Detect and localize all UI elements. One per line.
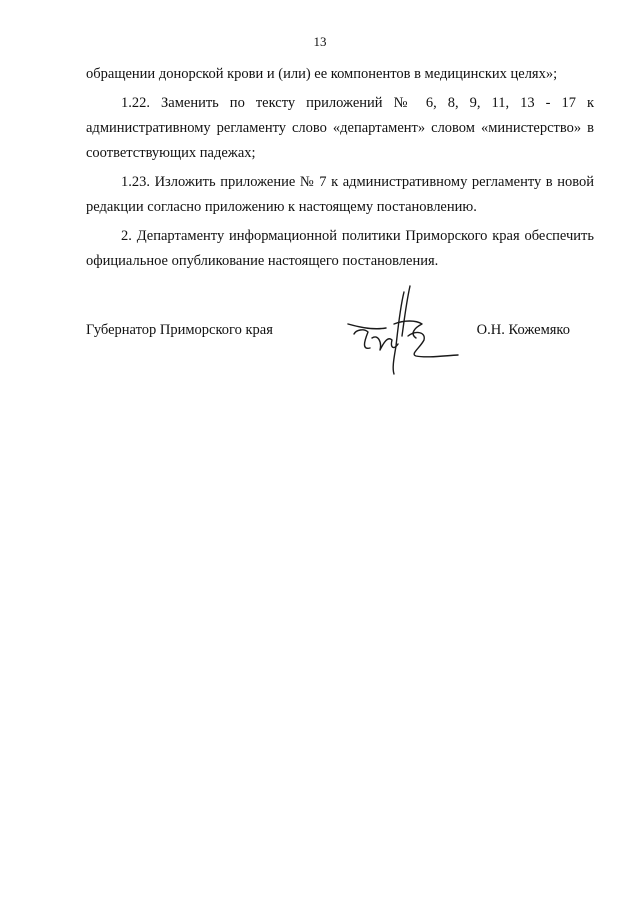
page-number: 13 bbox=[313, 34, 327, 49]
paragraph-2: 2. Департаменту информационной политики Приморского края обеспечить официальное опубликование настоящего постановления. bbox=[86, 228, 594, 269]
signer-name: О.Н. Кожемяко bbox=[476, 322, 570, 338]
paragraph-1-22: 1.22. Заменить по тексту приложений № 6, 8, 9, 11, 13 - 17 к административному регламенту слово «департамент» словом «министерство» в соответствующих падежах; bbox=[86, 95, 594, 161]
signature-block bbox=[86, 318, 594, 398]
paragraph-continuation: обращении донорской крови и (или) ее компонентов в медицинских целях»; bbox=[86, 66, 558, 82]
paragraph-1-23: 1.23. Изложить приложение № 7 к административному регламенту в новой редакции согласно приложению к настоящему постановлению. bbox=[86, 174, 594, 215]
signer-title: Губернатор Приморского края bbox=[86, 322, 273, 338]
handwritten-signature bbox=[344, 284, 462, 376]
document-body bbox=[86, 62, 594, 278]
